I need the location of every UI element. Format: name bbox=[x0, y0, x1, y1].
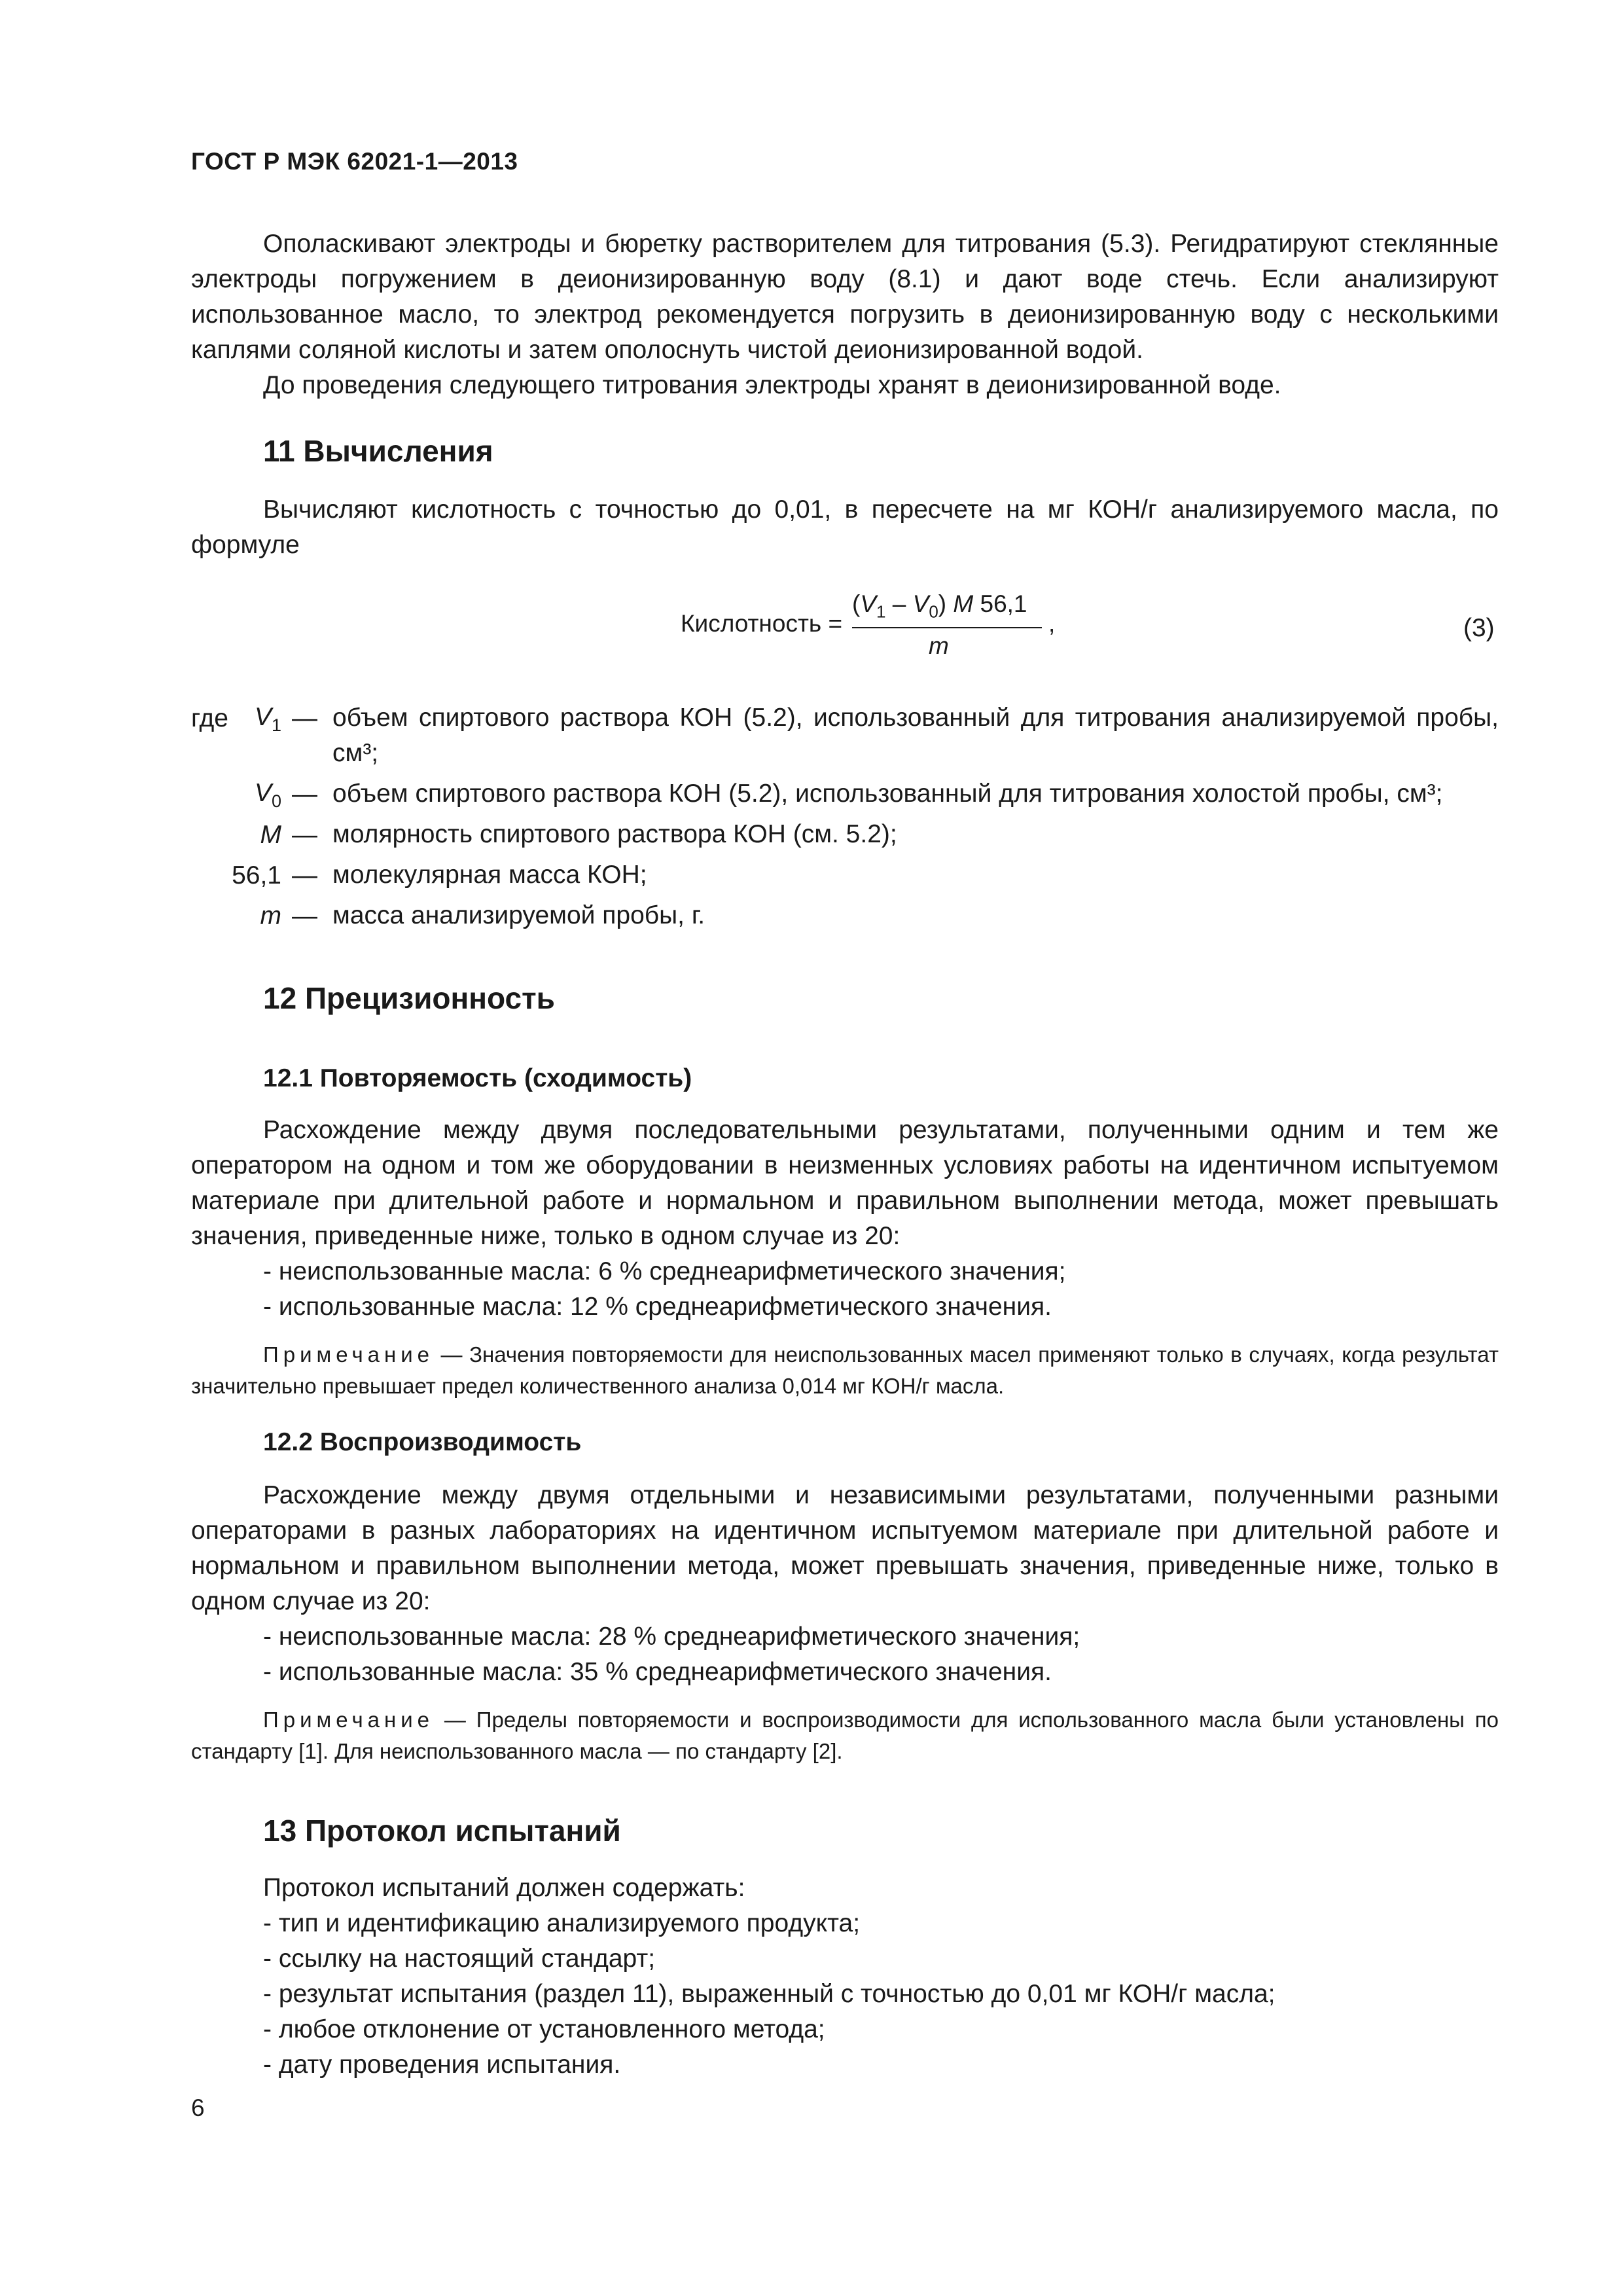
def-dash: — bbox=[292, 704, 317, 732]
section-12-1-text: Расхождение между двумя последовательными результатами, полученными одним и тем же оператором на одном и том же оборудовании в неизменных условиях работы на идентичном испытуемом материале при длительной работе и нормальном и правильном выполнении метода, может превышать значения, приведенные ниже, только в одном случае из 20: bbox=[191, 1116, 1499, 1250]
list-item: - использованные масла: 35 % среднеарифметического значения. bbox=[263, 1658, 1052, 1686]
note-text: — Значения повторяемости для неиспользованных масел применяют только в случаях, когда результат значительно превышает предел количественного анализа 0,014 мг КОН/г масла. bbox=[191, 1342, 1499, 1398]
list-item: - неиспользованные масла: 6 % среднеарифметического значения; bbox=[263, 1257, 1066, 1285]
note-text: — Пределы повторяемости и воспроизводимости для использованного масла были установлены по стандарту [1]. Для неиспользованного масла — по стандарту [2]. bbox=[191, 1708, 1499, 1763]
formula-comma: , bbox=[1048, 610, 1056, 637]
intro-paragraph-1: Ополаскивают электроды и бюретку растворителем для титрования (5.3). Регидратируют стеклянные электроды погружением в деионизированную воду (8.1) и дают воде стечь. Если анализируют использованное масло, то электрод рекомендуется погрузить в деионизированную воду с несколькими каплями соляной кислоты и затем ополоснуть чистой деионизированной водой. bbox=[191, 230, 1499, 364]
note-label: Примечание bbox=[263, 1342, 435, 1367]
document-header: ГОСТ Р МЭК 62021-1—2013 bbox=[191, 148, 518, 175]
formula-denominator: m bbox=[929, 632, 949, 659]
section-11-text: Вычисляют кислотность с точностью до 0,01, в пересчете на мг КОН/г анализируемого масла, по формуле bbox=[191, 495, 1499, 559]
def-symbol-v0: $V_0$ bbox=[254, 779, 281, 811]
def-text-v0: объем спиртового раствора КОН (5.2), использованный для титрования холостой пробы, см³; bbox=[332, 780, 1443, 808]
section-12-title: 12 Прецизионность bbox=[263, 981, 555, 1015]
formula-lhs: Кислотность = bbox=[681, 610, 843, 637]
def-dash: — bbox=[292, 821, 317, 849]
def-symbol-56-1: 56,1 bbox=[232, 861, 281, 889]
section-13-title: 13 Протокол испытаний bbox=[263, 1814, 621, 1848]
def-dash: — bbox=[292, 780, 317, 808]
intro-paragraph-2: До проведения следующего титрования электроды хранят в деионизированной воде. bbox=[263, 371, 1281, 399]
formula-numerator: $(V_1 - V_0)$ M 56,1 bbox=[852, 590, 1027, 622]
list-item: - результат испытания (раздел 11), выраженный с точностью до 0,01 мг КОН/г масла; bbox=[263, 1980, 1275, 2008]
def-dash: — bbox=[292, 861, 317, 889]
list-item: - ссылку на настоящий стандарт; bbox=[263, 1945, 656, 1973]
list-item: - неиспользованные масла: 28 % среднеарифметического значения; bbox=[263, 1623, 1080, 1651]
def-text-sample-mass: масса анализируемой пробы, г. bbox=[332, 901, 705, 929]
list-item: - тип и идентификацию анализируемого продукта; bbox=[263, 1909, 861, 1937]
section-12-2-title: 12.2 Воспроизводимость bbox=[263, 1428, 582, 1456]
note-12-1 bbox=[191, 1339, 1499, 1402]
def-symbol-m-mass: m bbox=[260, 902, 281, 930]
def-dash: — bbox=[292, 902, 317, 930]
def-symbol-m-molar: M bbox=[260, 821, 281, 849]
section-12-2-text: Расхождение между двумя отдельными и независимыми результатами, полученными разными операторами в разных лабораториях на идентичном испытуемом материале при длительной работе и нормальном и правильном выполнении метода, может превышать значения, приведенные ниже, только в одном случае из 20: bbox=[191, 1481, 1499, 1615]
list-item: - использованные масла: 12 % среднеарифметического значения. bbox=[263, 1293, 1052, 1321]
list-item: - дату проведения испытания. bbox=[263, 2051, 621, 2079]
section-13-intro: Протокол испытаний должен содержать: bbox=[263, 1874, 745, 1902]
section-12-1-title: 12.1 Повторяемость (сходимость) bbox=[263, 1064, 692, 1092]
def-text-molecular-mass: молекулярная масса КОН; bbox=[332, 861, 647, 889]
page-number: 6 bbox=[191, 2094, 205, 2121]
def-text-molarity: молярность спиртового раствора КОН (см. 5.2); bbox=[332, 820, 897, 848]
def-symbol-v1: $V_1$ bbox=[254, 703, 281, 735]
note-12-2 bbox=[191, 1704, 1499, 1767]
def-text-v1: объем спиртового раствора КОН (5.2), использованный для титрования анализируемой пробы, см³; bbox=[332, 704, 1499, 767]
section-11-title: 11 Вычисления bbox=[263, 434, 493, 468]
where-label: где bbox=[191, 704, 228, 732]
fraction-bar bbox=[852, 627, 1042, 628]
formula-number: (3) bbox=[1463, 614, 1495, 642]
list-item: - любое отклонение от установленного метода; bbox=[263, 2015, 825, 2043]
note-label: Примечание bbox=[263, 1708, 435, 1732]
